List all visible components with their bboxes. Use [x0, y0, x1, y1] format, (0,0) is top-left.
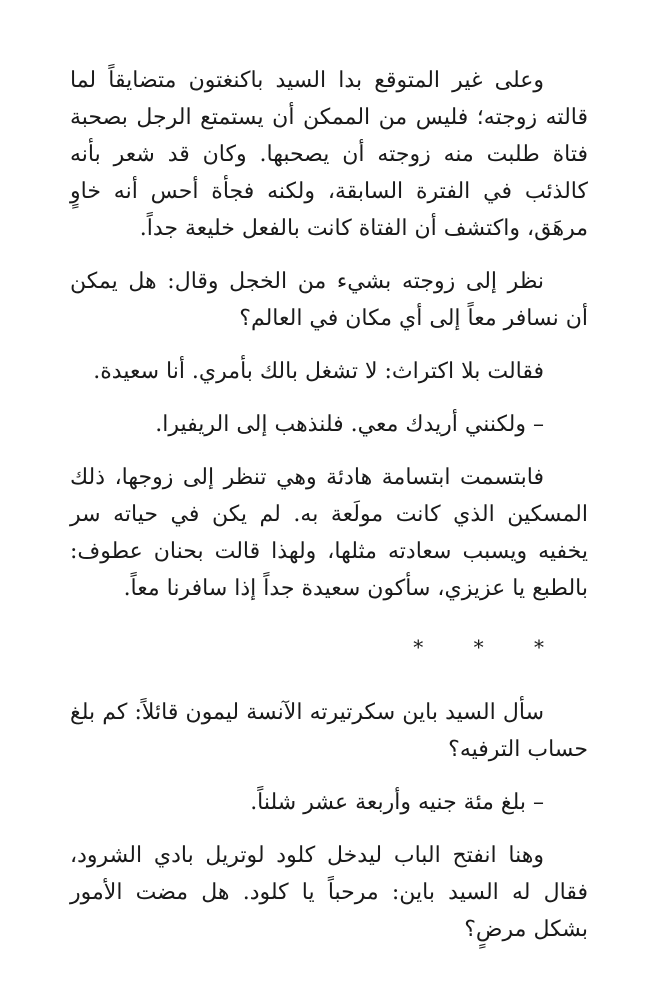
paragraph: – ولكنني أريدك معي. فلنذهب إلى الريفيرا. — [155, 412, 544, 437]
paragraph: فقالت بلا اكتراث: لا تشغل بالك بأمري. أنا سعيدة. — [93, 359, 544, 384]
book-page — [70, 62, 588, 964]
paragraph: فابتسمت ابتسامة هادئة وهي تنظر إلى زوجها، ذلك المسكين الذي كانت مولَعة به. لم يكن في حياته سر يخفيه ويسبب سعادته مثلها، ولهذا قالت بحنان عطوف: بالطبع يا عزيزي، سأكون سعيدة جداً إذا سافرنا معاً. — [70, 465, 588, 601]
paragraph: سأل السيد باين سكرتيرته الآنسة ليمون قائلاً: كم بلغ حساب الترفيه؟ — [70, 700, 588, 762]
paragraph: وهنا انفتح الباب ليدخل كلود لوتريل بادي الشرود، فقال له السيد باين: مرحباً يا كلود. هل مضت الأمور بشكل مرضٍ؟ — [70, 843, 588, 942]
paragraph: – بلغ مئة جنيه وأربعة عشر شلناً. — [250, 790, 544, 815]
paragraph: نظر إلى زوجته بشيء من الخجل وقال: هل يمكن أن نسافر معاً إلى أي مكان في العالم؟ — [70, 269, 588, 331]
paragraph: وعلى غير المتوقع بدا السيد باكنغتون متضايقاً لما قالته زوجته؛ فليس من الممكن أن يستمتع الرجل بصحبة فتاة طلبت منه زوجته أن يصحبها. وكان قد شعر بأنه كالذئب في الفترة السابقة، ولكنه فجأة أحس أنه خاوٍ مرهَق، واكتشف أن الفتاة كانت بالفعل خليعة جداً. — [70, 68, 588, 241]
section-separator: * * * — [413, 635, 566, 659]
